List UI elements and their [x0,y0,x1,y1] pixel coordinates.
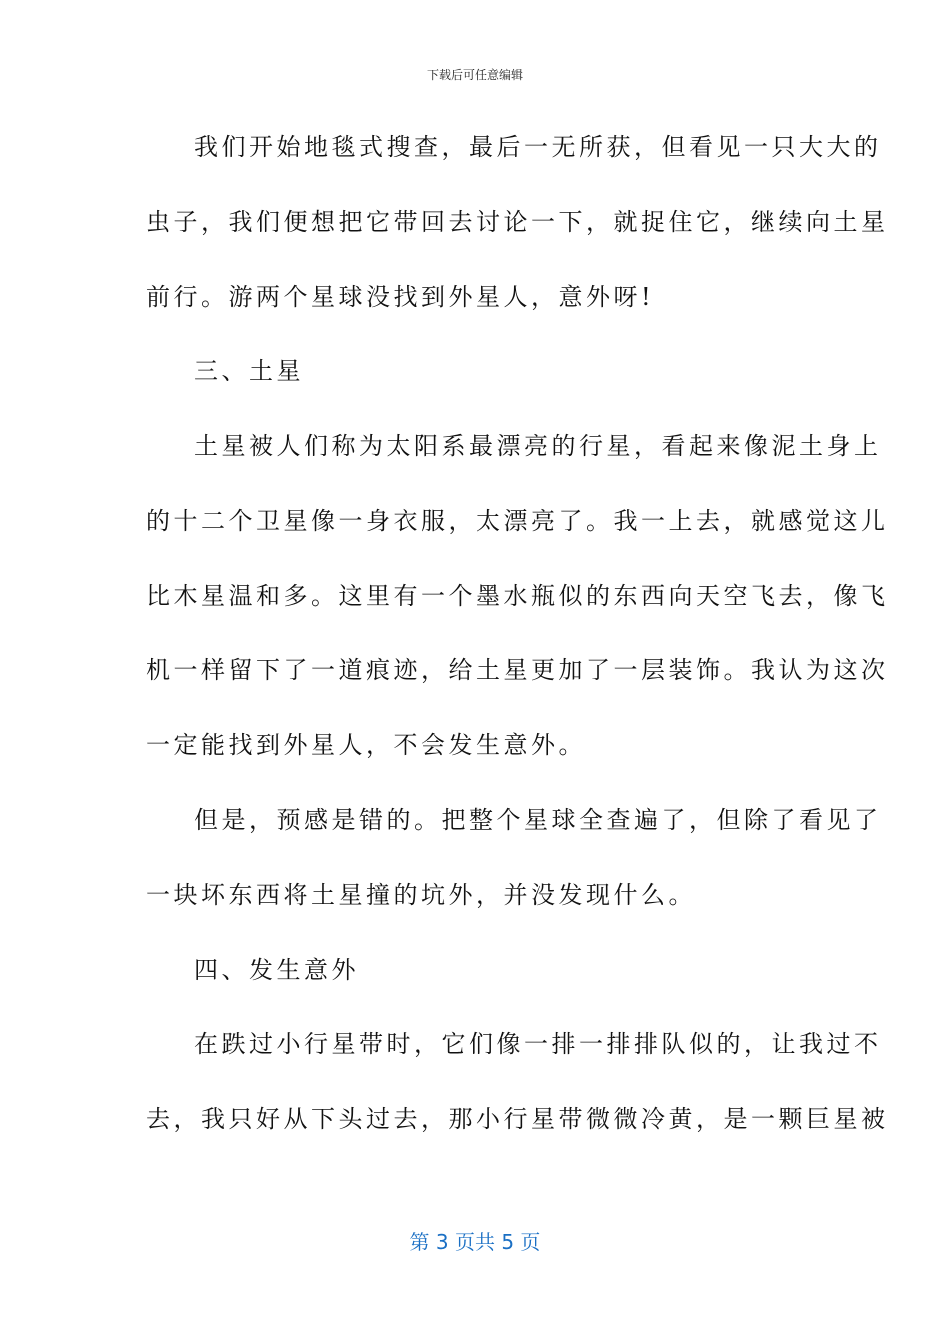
text-line: 土星被人们称为太阳系最漂亮的行星，看起来像泥土身上 [194,432,882,460]
text-line: 但是，预感是错的。把整个星球全查遍了，但除了看见了 [194,806,882,834]
text-line: 去，我只好从下头过去，那小行星带微微冷黄，是一颗巨星被 [146,1105,889,1133]
text-line: 比木星温和多。这里有一个墨水瓶似的东西向天空飞去，像飞 [146,582,889,610]
text-line: 前行。游两个星球没找到外星人，意外呀! [146,283,655,311]
section-heading: 三、土星 [194,357,304,385]
text-line: 一块坏东西将土星撞的坑外，并没发现什么。 [146,881,696,909]
text-line: 一定能找到外星人，不会发生意外。 [146,731,586,759]
text-line: 我们开始地毯式搜查，最后一无所获，但看见一只大大的 [194,133,882,161]
page-header: 下载后可任意编辑 [426,68,523,82]
text-line: 虫子，我们便想把它带回去讨论一下，就捉住它，继续向土星 [146,208,889,236]
page-footer: 第 3 页共 5 页 [409,1230,541,1254]
text-line: 在跌过小行星带时，它们像一排一排排队似的，让我过不 [194,1030,882,1058]
text-line: 的十二个卫星像一身衣服，太漂亮了。我一上去，就感觉这儿 [146,507,889,535]
section-heading: 四、发生意外 [194,956,359,984]
text-line: 机一样留下了一道痕迹，给土星更加了一层装饰。我认为这次 [146,656,889,684]
